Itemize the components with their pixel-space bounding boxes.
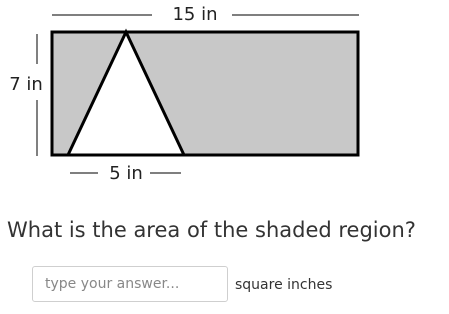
question-text: What is the area of the shaded region? [7, 218, 416, 242]
height-label: 7 in [9, 74, 43, 95]
unit-label: square inches [235, 277, 333, 293]
base-label: 5 in [109, 163, 143, 184]
answer-input[interactable] [32, 266, 228, 302]
width-label: 15 in [172, 4, 218, 25]
